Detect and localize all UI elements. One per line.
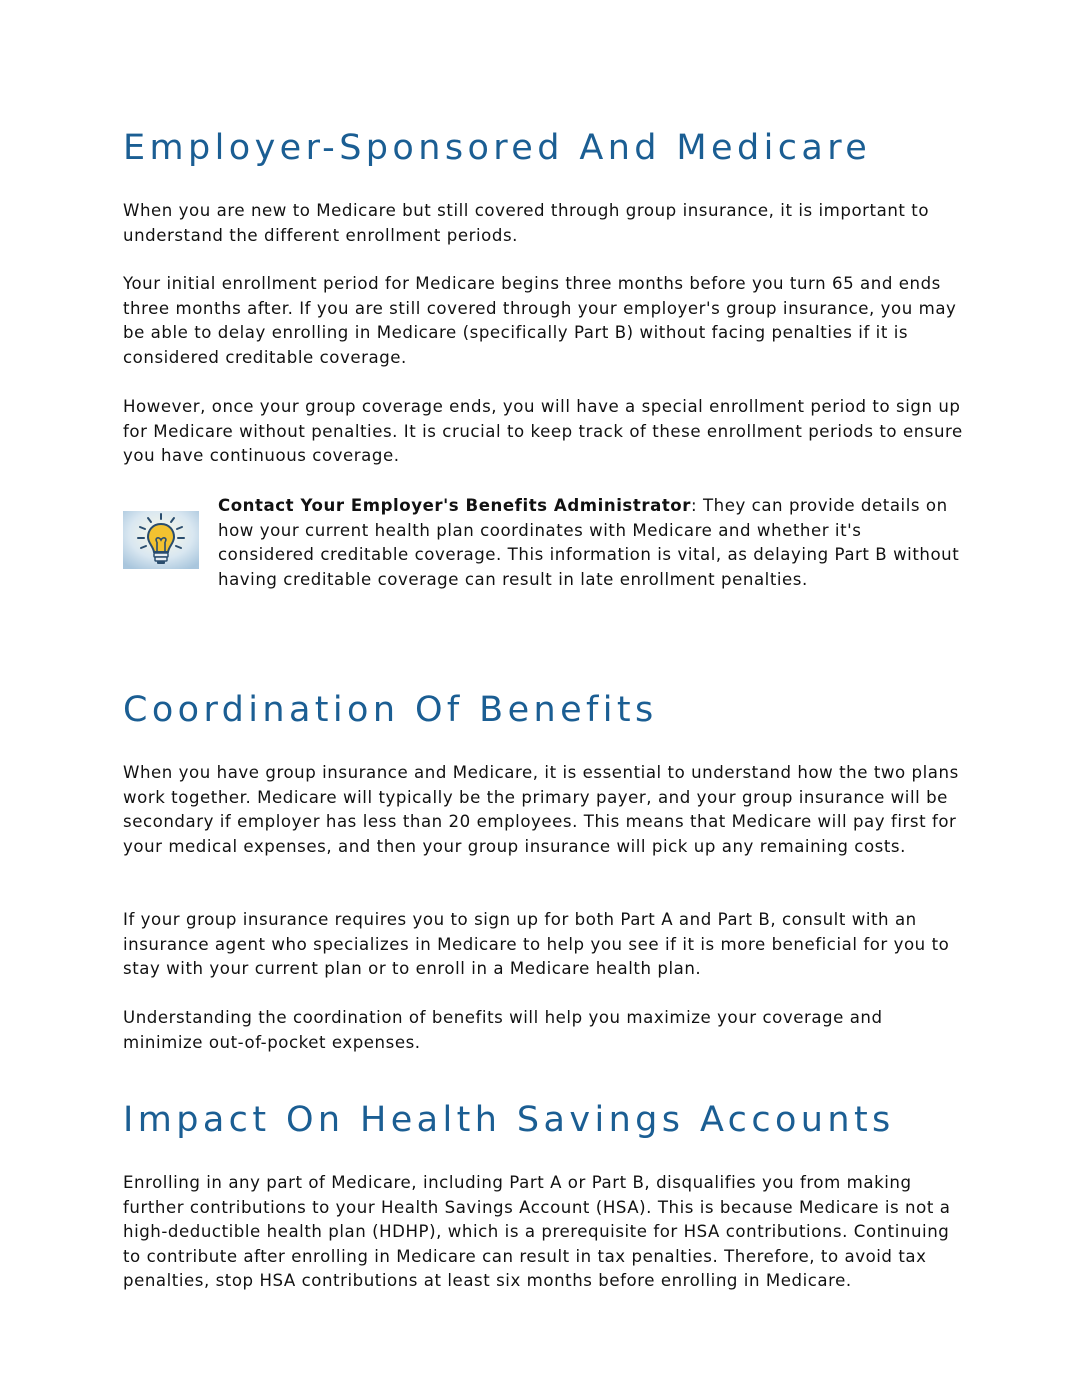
lightbulb-icon — [123, 511, 199, 569]
section-heading-coordination: Coordination Of Benefits — [123, 690, 658, 730]
paragraph: Enrolling in any part of Medicare, including Part A or Part B, disqualifies you from making further contributions to your Health Savings Account (HSA). This is because Medicare is not a high-deductible health plan (HDHP), which is a prerequisite for HSA contributions. Continuing to contribute after enrolling in Medicare can result in tax penalties. Therefore, to avoid tax penalties, stop HSA contributions at least six months before enrolling in Medicare. — [123, 1173, 951, 1291]
tip-title: Contact Your Employer's Benefits Administrator — [218, 496, 691, 515]
tip-body: : They can provide details on how your current health plan coordinates with Medicare and whether it's considered creditable coverage. This information is vital, as delaying Part B without having creditable coverage can result in late enrollment penalties. — [218, 496, 960, 589]
paragraph: Understanding the coordination of benefits will help you maximize your coverage and minimize out-of-pocket expenses. — [123, 1008, 883, 1052]
section-heading-hsa: Impact On Health Savings Accounts — [123, 1100, 895, 1140]
paragraph: Your initial enrollment period for Medicare begins three months before you turn 65 and ends three months after. If you are still covered through your employer's group insurance, you may be able to delay enrolling in Medicare (specifically Part B) without facing penalties if it is considered creditable coverage. — [123, 274, 957, 367]
section-heading-employer-sponsored: Employer-Sponsored And Medicare — [123, 128, 872, 168]
paragraph: When you are new to Medicare but still covered through group insurance, it is important to understand the different enrollment periods. — [123, 201, 930, 245]
paragraph: When you have group insurance and Medicare, it is essential to understand how the two plans work together. Medicare will typically be the primary payer, and your group insurance will be secondary if employer has less than 20 employees. This means that Medicare will pay first for your medical expenses, and then your group insurance will pick up any remaining costs. — [123, 763, 959, 856]
paragraph: If your group insurance requires you to sign up for both Part A and Part B, consult with an insurance agent who specializes in Medicare to help you see if it is more beneficial for you to stay with your current plan or to enroll in a Medicare health plan. — [123, 910, 950, 979]
paragraph: However, once your group coverage ends, you will have a special enrollment period to sign up for Medicare without penalties. It is crucial to keep track of these enrollment periods to ensure you have continuous coverage. — [123, 397, 963, 466]
tip-text — [218, 494, 963, 592]
